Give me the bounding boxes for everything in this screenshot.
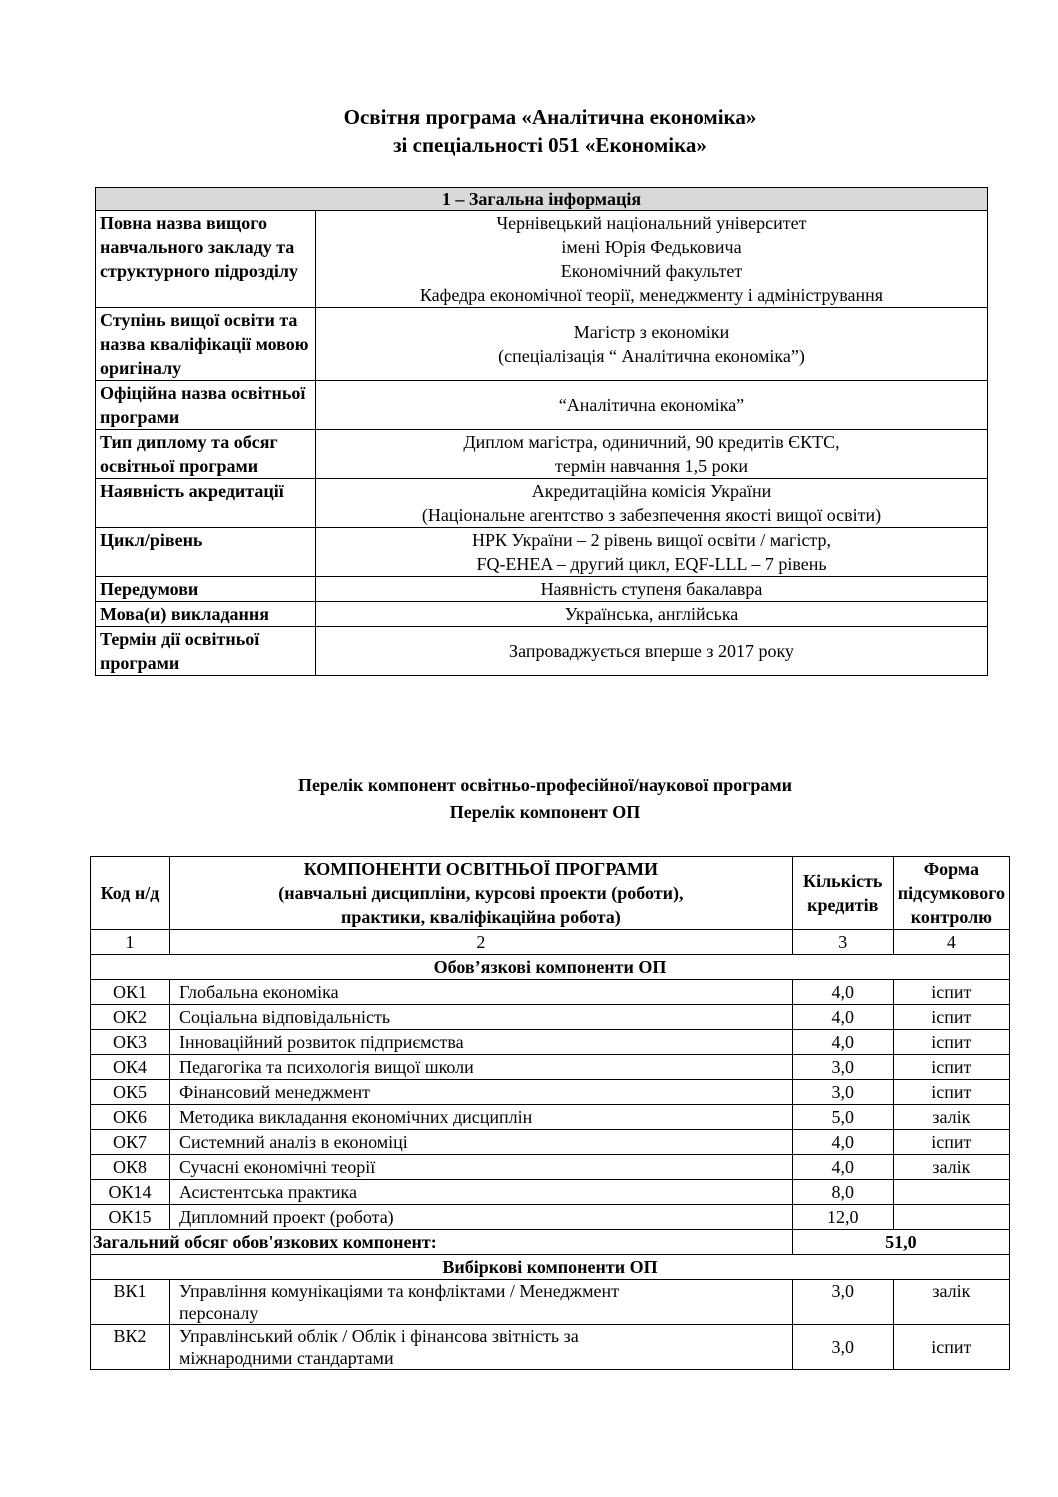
component-control-form: іспит (893, 980, 1009, 1005)
info-row (96, 528, 988, 577)
header-control-form: Форма підсумкового контролю (893, 857, 1009, 930)
component-name-line: персоналу (179, 1303, 259, 1323)
mandatory-total-value: 51,0 (792, 1230, 1009, 1255)
info-value (316, 627, 988, 676)
component-code: ОК7 (91, 1130, 170, 1155)
component-code: ОК5 (91, 1080, 170, 1105)
component-control-form: залік (893, 1280, 1009, 1325)
component-name: Системний аналіз в економіці (170, 1130, 793, 1155)
number-cell: 1 (91, 930, 170, 955)
component-code: ОК6 (91, 1105, 170, 1130)
header-components (170, 857, 793, 930)
component-credits: 12,0 (792, 1205, 893, 1230)
component-credits: 4,0 (792, 980, 893, 1005)
mandatory-total-row (91, 1230, 1010, 1255)
info-label: Термін дії освітньої програми (96, 627, 316, 676)
component-name: Методика викладання економічних дисциплін (170, 1105, 793, 1130)
info-value-line: Українська, англійська (564, 604, 739, 624)
mandatory-section-title: Обов’язкові компоненти ОП (91, 955, 1010, 980)
info-row (96, 602, 988, 627)
table-row (91, 1205, 1010, 1230)
info-value-line: НРК України – 2 рівень вищої освіти / магістр, (471, 530, 832, 550)
component-name: Глобальна економіка (170, 980, 793, 1005)
numbering-row (91, 930, 1010, 955)
info-value-line: “Аналітична економіка” (558, 395, 745, 415)
component-code: ВК1 (91, 1280, 170, 1325)
info-value (316, 381, 988, 430)
component-code: ВК2 (91, 1325, 170, 1370)
table-row (91, 1325, 1010, 1370)
header-components-line: КОМПОНЕНТИ ОСВІТНЬОЇ ПРОГРАМИ (303, 859, 659, 879)
component-credits: 4,0 (792, 1005, 893, 1030)
component-credits: 3,0 (792, 1080, 893, 1105)
elective-section-row (91, 1255, 1010, 1280)
info-label: Цикл/рівень (96, 528, 316, 577)
elective-section-title: Вибіркові компоненти ОП (91, 1255, 1010, 1280)
info-label: Мова(и) викладання (96, 602, 316, 627)
title-line-2: зі спеціальності 051 «Економіка» (393, 133, 707, 157)
info-value-line: Акредитаційна комісія України (531, 481, 772, 501)
info-label: Офіційна назва освітньої програми (96, 381, 316, 430)
component-control-form: іспит (893, 1005, 1009, 1030)
info-value (316, 308, 988, 381)
component-name: Сучасні економічні теорії (170, 1155, 793, 1180)
info-value-line: (Національне агентство з забезпечення якості вищої освіти) (421, 505, 882, 525)
component-credits: 8,0 (792, 1180, 893, 1205)
info-label: Тип диплому та обсяг освітньої програми (96, 430, 316, 479)
info-value (316, 528, 988, 577)
table-row (91, 980, 1010, 1005)
component-credits: 4,0 (792, 1030, 893, 1055)
info-row (96, 308, 988, 381)
component-credits: 4,0 (792, 1130, 893, 1155)
info-value-line: Магістр з економіки (573, 322, 730, 342)
header-components-line: практики, кваліфікаційна робота) (340, 907, 621, 927)
component-name-line: міжнародними стандартами (179, 1348, 394, 1368)
info-row (96, 430, 988, 479)
components-section-title (0, 772, 1058, 826)
component-code: ОК8 (91, 1155, 170, 1180)
info-label: Повна назва вищого навчального закладу та структурного підрозділу (96, 211, 316, 308)
info-value-line: імені Юрія Федьковича (561, 237, 742, 257)
info-row (96, 479, 988, 528)
component-control-form: залік (893, 1105, 1009, 1130)
table-row (91, 1055, 1010, 1080)
table-row (91, 1155, 1010, 1180)
component-control-form: іспит (893, 1055, 1009, 1080)
info-value (316, 577, 988, 602)
table-row (91, 1130, 1010, 1155)
table-row (91, 1105, 1010, 1130)
general-info-header: 1 – Загальна інформація (96, 188, 988, 211)
component-name: Дипломний проект (робота) (170, 1205, 793, 1230)
info-label: Передумови (96, 577, 316, 602)
component-credits: 3,0 (792, 1055, 893, 1080)
component-name: Фінансовий менеджмент (170, 1080, 793, 1105)
mandatory-total-label: Загальний обсяг обов'язкових компонент: (91, 1230, 793, 1255)
component-control-form (893, 1205, 1009, 1230)
number-cell: 3 (792, 930, 893, 955)
components-header-row (91, 857, 1010, 930)
components-title-line-2: Перелік компонент ОП (449, 802, 641, 822)
component-name-line: Управління комунікаціями та конфліктами / Менеджмент (179, 1281, 619, 1301)
component-name (170, 1325, 793, 1370)
info-value-line: FQ-EHEA – другий цикл, EQF-LLL – 7 рівень (476, 554, 827, 574)
document-title (0, 103, 1058, 159)
component-code: ОК3 (91, 1030, 170, 1055)
info-row (96, 381, 988, 430)
number-cell: 2 (170, 930, 793, 955)
table-row (91, 1080, 1010, 1105)
component-credits: 3,0 (792, 1280, 893, 1325)
components-table (90, 856, 1010, 1370)
info-value-line: Наявність ступеня бакалавра (540, 579, 763, 599)
component-name: Соціальна відповідальність (170, 1005, 793, 1030)
info-value-line: (спеціалізація “ Аналітична економіка”) (498, 346, 805, 366)
number-cell: 4 (893, 930, 1009, 955)
component-name-line: Управлінський облік / Облік і фінансова звітність за (179, 1326, 579, 1346)
component-code: ОК14 (91, 1180, 170, 1205)
info-label: Наявність акредитації (96, 479, 316, 528)
general-info-table (95, 187, 988, 676)
table-row (91, 1180, 1010, 1205)
components-title-line-1: Перелік компонент освітньо-професійної/наукової програми (297, 775, 793, 795)
info-value-line: термін навчання 1,5 роки (554, 456, 748, 476)
table-row (91, 1280, 1010, 1325)
header-code: Код н/д (91, 857, 170, 930)
info-value-line: Запроваджується вперше з 2017 року (509, 641, 794, 661)
component-code: ОК2 (91, 1005, 170, 1030)
general-info-header-row (96, 188, 988, 211)
title-line-1: Освітня програма «Аналітична економіка» (343, 105, 757, 129)
info-value (316, 211, 988, 308)
info-row (96, 211, 988, 308)
header-components-line: (навчальні дисципліни, курсові проекти (роботи), (278, 883, 684, 903)
component-control-form (893, 1180, 1009, 1205)
component-control-form: іспит (893, 1325, 1009, 1370)
component-credits: 4,0 (792, 1155, 893, 1180)
info-label: Ступінь вищої освіти та назва кваліфікації мовою оригіналу (96, 308, 316, 381)
info-value (316, 602, 988, 627)
info-value-line: Економічний факультет (560, 261, 743, 281)
component-code: ОК15 (91, 1205, 170, 1230)
info-row (96, 577, 988, 602)
component-name (170, 1280, 793, 1325)
component-control-form: іспит (893, 1080, 1009, 1105)
info-value-line: Кафедра економічної теорії, менеджменту і адміністрування (419, 285, 884, 305)
info-value (316, 479, 988, 528)
component-control-form: залік (893, 1155, 1009, 1180)
component-name: Педагогіка та психологія вищої школи (170, 1055, 793, 1080)
info-value-line: Диплом магістра, одиничний, 90 кредитів ЄКТС, (463, 432, 840, 452)
info-row (96, 627, 988, 676)
component-credits: 5,0 (792, 1105, 893, 1130)
component-control-form: іспит (893, 1030, 1009, 1055)
component-control-form: іспит (893, 1130, 1009, 1155)
component-name: Інноваційний розвиток підприємства (170, 1030, 793, 1055)
table-row (91, 1030, 1010, 1055)
component-code: ОК1 (91, 980, 170, 1005)
component-code: ОК4 (91, 1055, 170, 1080)
component-credits: 3,0 (792, 1325, 893, 1370)
info-value-line: Чернівецький національний університет (496, 213, 807, 233)
header-credits: Кількість кредитів (792, 857, 893, 930)
info-value (316, 430, 988, 479)
component-name: Асистентська практика (170, 1180, 793, 1205)
table-row (91, 1005, 1010, 1030)
mandatory-section-row (91, 955, 1010, 980)
